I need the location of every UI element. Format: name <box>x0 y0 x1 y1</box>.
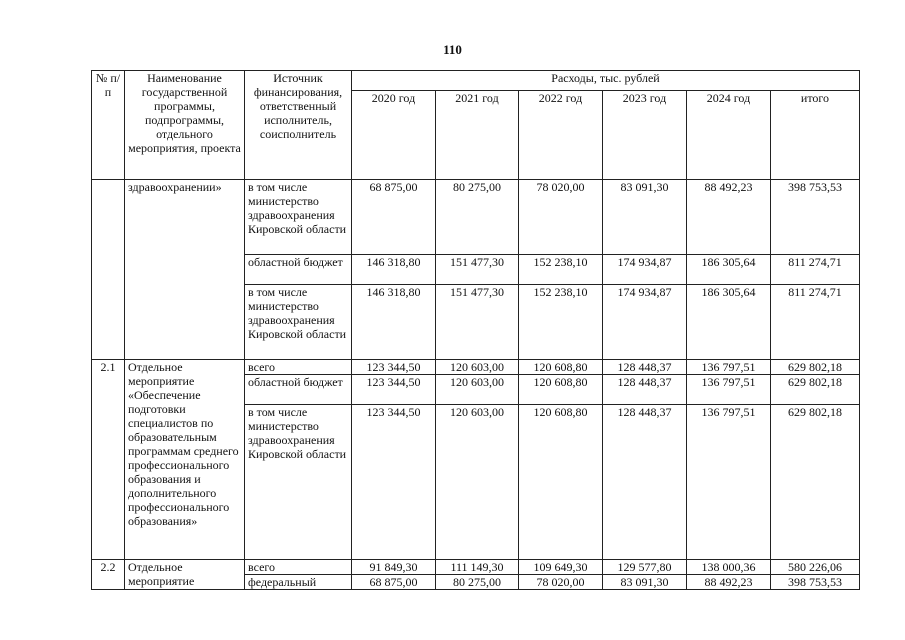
funding-source: федеральный <box>245 575 352 590</box>
year-value: 68 875,00 <box>352 180 436 255</box>
header-num: № п/п <box>92 71 125 180</box>
funding-source: в том числе министерство здравоохранения Кировской области <box>245 180 352 255</box>
funding-source: областной бюджет <box>245 255 352 285</box>
year-value: 68 875,00 <box>352 575 436 590</box>
header-source: Источник финансирования, ответственный исполнитель, соисполнитель <box>245 71 352 180</box>
table-row <box>92 560 860 575</box>
year-value: 120 608,80 <box>519 405 603 560</box>
year-value: 78 020,00 <box>519 575 603 590</box>
total-value: 811 274,71 <box>771 285 860 360</box>
row-number <box>92 180 125 360</box>
year-value: 136 797,51 <box>687 360 771 375</box>
year-value: 120 608,80 <box>519 360 603 375</box>
total-value: 629 802,18 <box>771 360 860 375</box>
year-value: 128 448,37 <box>603 405 687 560</box>
year-value: 136 797,51 <box>687 405 771 560</box>
funding-source: в том числе министерство здравоохранения Кировской области <box>245 285 352 360</box>
year-value: 123 344,50 <box>352 360 436 375</box>
year-value: 109 649,30 <box>519 560 603 575</box>
year-value: 120 608,80 <box>519 375 603 405</box>
year-value: 83 091,30 <box>603 575 687 590</box>
year-value: 80 275,00 <box>436 180 519 255</box>
year-value: 80 275,00 <box>436 575 519 590</box>
program-name: здравоохранении» <box>125 180 245 360</box>
header-name: Наименование государственной программы, подпрограммы, отдельного мероприятия, проекта <box>125 71 245 180</box>
total-value: 398 753,53 <box>771 575 860 590</box>
header-year: 2023 год <box>603 91 687 180</box>
year-value: 146 318,80 <box>352 255 436 285</box>
year-value: 88 492,23 <box>687 180 771 255</box>
header-total: итого <box>771 91 860 180</box>
total-value: 811 274,71 <box>771 255 860 285</box>
table-body <box>92 71 860 590</box>
budget-table <box>91 70 860 590</box>
year-value: 128 448,37 <box>603 360 687 375</box>
year-value: 111 149,30 <box>436 560 519 575</box>
header-row <box>92 71 860 91</box>
year-value: 151 477,30 <box>436 285 519 360</box>
year-value: 123 344,50 <box>352 405 436 560</box>
year-value: 136 797,51 <box>687 375 771 405</box>
year-value: 174 934,87 <box>603 255 687 285</box>
year-value: 120 603,00 <box>436 375 519 405</box>
year-value: 128 448,37 <box>603 375 687 405</box>
table-row <box>92 360 860 375</box>
header-year: 2021 год <box>436 91 519 180</box>
year-value: 151 477,30 <box>436 255 519 285</box>
total-value: 580 226,06 <box>771 560 860 575</box>
year-value: 88 492,23 <box>687 575 771 590</box>
funding-source: областной бюджет <box>245 375 352 405</box>
total-value: 629 802,18 <box>771 405 860 560</box>
year-value: 120 603,00 <box>436 360 519 375</box>
header-year: 2022 год <box>519 91 603 180</box>
year-value: 83 091,30 <box>603 180 687 255</box>
year-value: 123 344,50 <box>352 375 436 405</box>
row-number: 2.2 <box>92 560 125 590</box>
year-value: 129 577,80 <box>603 560 687 575</box>
year-value: 152 238,10 <box>519 285 603 360</box>
year-value: 120 603,00 <box>436 405 519 560</box>
header-year: 2020 год <box>352 91 436 180</box>
year-value: 138 000,36 <box>687 560 771 575</box>
total-value: 398 753,53 <box>771 180 860 255</box>
row-number: 2.1 <box>92 360 125 560</box>
year-value: 186 305,64 <box>687 285 771 360</box>
funding-source: всего <box>245 360 352 375</box>
year-value: 78 020,00 <box>519 180 603 255</box>
year-value: 152 238,10 <box>519 255 603 285</box>
funding-source: в том числе министерство здравоохранения Кировской области <box>245 405 352 560</box>
program-name: Отдельное мероприятие «Обеспечение подготовки специалистов по образовательным программам среднего профессионального образования и дополнительного профессионального образования» <box>125 360 245 560</box>
year-value: 146 318,80 <box>352 285 436 360</box>
header-year: 2024 год <box>687 91 771 180</box>
total-value: 629 802,18 <box>771 375 860 405</box>
year-value: 174 934,87 <box>603 285 687 360</box>
program-name: Отдельное мероприятие <box>125 560 245 590</box>
header-expenses: Расходы, тыс. рублей <box>352 71 860 91</box>
table-row <box>92 180 860 255</box>
year-value: 186 305,64 <box>687 255 771 285</box>
funding-source: всего <box>245 560 352 575</box>
page-number: 110 <box>443 42 462 57</box>
year-value: 91 849,30 <box>352 560 436 575</box>
